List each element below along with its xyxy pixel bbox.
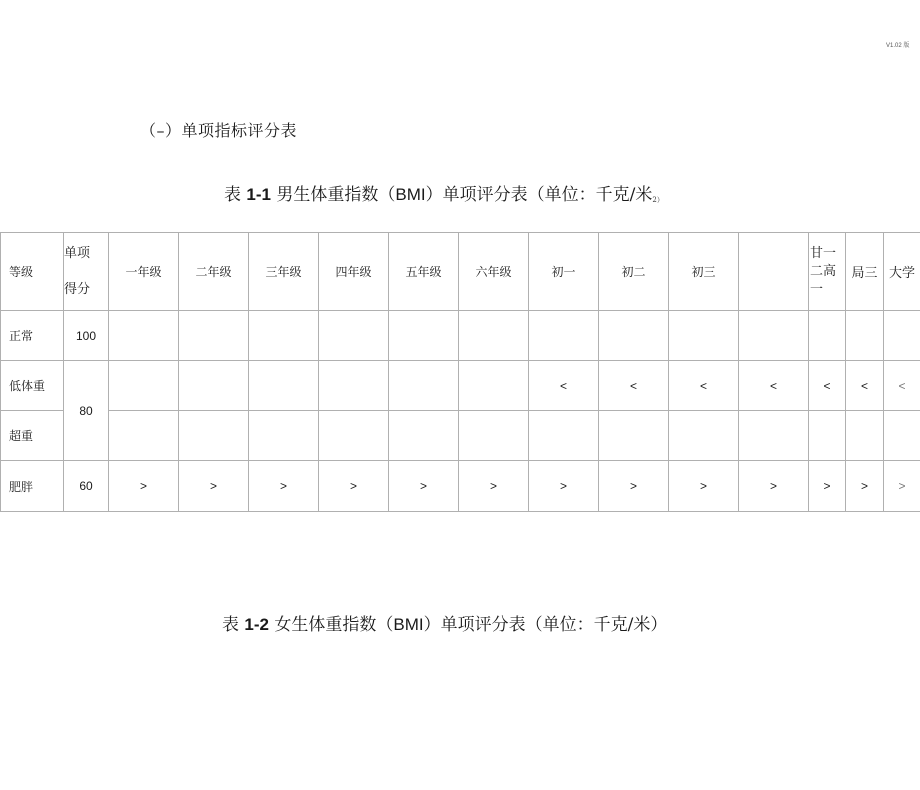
value-cell: > bbox=[884, 461, 920, 512]
value-cell: > bbox=[179, 461, 249, 512]
value-cell: > bbox=[389, 461, 459, 512]
caption-prefix: 表 bbox=[224, 185, 247, 205]
caption-text: ）单项评分表（单位：千克/米） bbox=[423, 615, 668, 635]
caption-text: 女生体重指数（ bbox=[268, 615, 394, 635]
gao1-line: 甘一 bbox=[810, 245, 837, 261]
grade-header: 初三 bbox=[669, 233, 739, 311]
value-cell bbox=[599, 411, 669, 461]
table2-caption bbox=[222, 610, 667, 635]
value-cell: > bbox=[739, 461, 809, 512]
score-cell: 80 bbox=[64, 361, 109, 461]
score-header-bottom: 得分 bbox=[64, 281, 91, 297]
grade-header: 初二 bbox=[599, 233, 669, 311]
gao1-line: 一 bbox=[810, 281, 824, 297]
value-cell: > bbox=[846, 461, 884, 512]
value-cell: > bbox=[319, 461, 389, 512]
value-cell bbox=[249, 411, 319, 461]
caption-superscript: 2） bbox=[652, 196, 664, 204]
grade-header: 六年级 bbox=[459, 233, 529, 311]
table-row-underweight bbox=[1, 361, 920, 411]
value-cell bbox=[739, 311, 809, 361]
value-cell bbox=[669, 411, 739, 461]
value-cell bbox=[459, 311, 529, 361]
value-cell bbox=[739, 411, 809, 461]
grade-header bbox=[739, 233, 809, 311]
gao1-line: 二高 bbox=[810, 263, 837, 279]
grade-header: 二年级 bbox=[179, 233, 249, 311]
score-header-top: 单项 bbox=[64, 245, 91, 261]
value-cell bbox=[599, 311, 669, 361]
value-cell bbox=[459, 411, 529, 461]
grade-header: 初一 bbox=[529, 233, 599, 311]
grade-header: 四年级 bbox=[319, 233, 389, 311]
table-row-normal bbox=[1, 311, 920, 361]
value-cell bbox=[389, 311, 459, 361]
table-row-obese bbox=[1, 461, 920, 512]
value-cell bbox=[846, 411, 884, 461]
caption-bmi: BMI bbox=[395, 185, 426, 204]
score-cell: 60 bbox=[64, 461, 109, 512]
level-cell: 正常 bbox=[1, 311, 64, 361]
value-cell bbox=[884, 411, 920, 461]
value-cell bbox=[846, 311, 884, 361]
value-cell: > bbox=[669, 461, 739, 512]
value-cell: > bbox=[529, 461, 599, 512]
value-cell bbox=[319, 311, 389, 361]
value-cell bbox=[179, 311, 249, 361]
value-cell: < bbox=[884, 361, 920, 411]
value-cell bbox=[249, 311, 319, 361]
grade-header-gao1 bbox=[809, 233, 846, 311]
value-cell: < bbox=[599, 361, 669, 411]
grade-header: 五年级 bbox=[389, 233, 459, 311]
value-cell: > bbox=[109, 461, 179, 512]
value-cell bbox=[109, 311, 179, 361]
grade-header: 三年级 bbox=[249, 233, 319, 311]
value-cell: < bbox=[846, 361, 884, 411]
value-cell bbox=[109, 361, 179, 411]
value-cell: > bbox=[459, 461, 529, 512]
caption-number: 1-2 bbox=[244, 615, 269, 634]
grade-header-university: 大学 bbox=[884, 233, 920, 311]
value-cell bbox=[529, 311, 599, 361]
value-cell: < bbox=[669, 361, 739, 411]
value-cell bbox=[319, 361, 389, 411]
value-cell bbox=[809, 411, 846, 461]
value-cell: < bbox=[739, 361, 809, 411]
level-cell: 低体重 bbox=[1, 361, 64, 411]
value-cell bbox=[109, 411, 179, 461]
caption-bmi: BMI bbox=[393, 615, 424, 634]
grade-header: 一年级 bbox=[109, 233, 179, 311]
value-cell bbox=[249, 361, 319, 411]
value-cell: > bbox=[599, 461, 669, 512]
bmi-score-table-male bbox=[0, 232, 920, 512]
header-row bbox=[1, 233, 920, 311]
value-cell: < bbox=[529, 361, 599, 411]
table1-caption bbox=[224, 180, 664, 205]
value-cell bbox=[319, 411, 389, 461]
score-header bbox=[64, 233, 109, 311]
value-cell: > bbox=[249, 461, 319, 512]
value-cell: > bbox=[809, 461, 846, 512]
caption-number: 1-1 bbox=[246, 185, 271, 204]
level-cell: 肥胖 bbox=[1, 461, 64, 512]
value-cell bbox=[529, 411, 599, 461]
level-cell: 超重 bbox=[1, 411, 64, 461]
value-cell bbox=[179, 361, 249, 411]
value-cell bbox=[669, 311, 739, 361]
table-row-overweight bbox=[1, 411, 920, 461]
value-cell bbox=[389, 361, 459, 411]
version-mark: V1.02 版 bbox=[886, 43, 910, 49]
score-cell: 100 bbox=[64, 311, 109, 361]
section-heading: （–）单项指标评分表 bbox=[140, 121, 298, 140]
value-cell bbox=[389, 411, 459, 461]
grade-header-gao3: 局三 bbox=[846, 233, 884, 311]
caption-text: 男生体重指数（ bbox=[270, 185, 396, 205]
caption-text: ）单项评分表（单位：千克/米 bbox=[425, 185, 653, 205]
value-cell: < bbox=[809, 361, 846, 411]
value-cell bbox=[179, 411, 249, 461]
value-cell bbox=[459, 361, 529, 411]
caption-prefix: 表 bbox=[222, 615, 245, 635]
level-header: 等级 bbox=[1, 233, 64, 311]
value-cell bbox=[809, 311, 846, 361]
value-cell bbox=[884, 311, 920, 361]
